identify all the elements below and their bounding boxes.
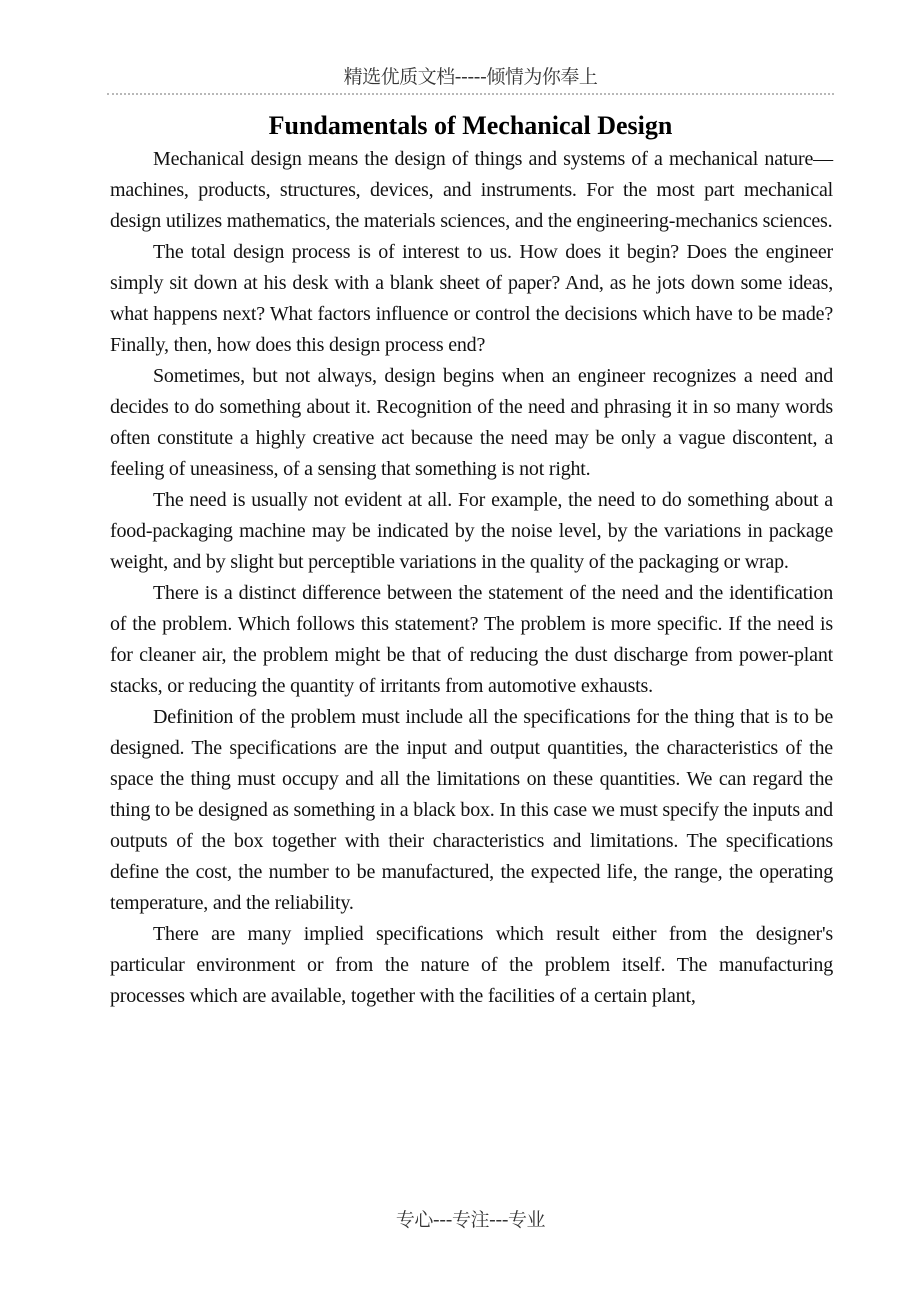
document-body [110, 144, 833, 1012]
page-footer: 专心---专注---专业 [395, 1209, 546, 1231]
paragraph-1: Mechanical design means the design of things and systems of a mechanical nature—machines, products, structures, devices, and instruments. For the most part mechanical design utilizes mathematics, the materials sciences, and the engineering-mechanics sciences. [110, 148, 833, 232]
paragraph-3: Sometimes, but not always, design begins when an engineer recognizes a need and decides to do something about it. Recognition of the need and phrasing it in so many words often constitute a highly creative act because the need may be only a vague discontent, a feeling of uneasiness, of a sensing that something is not right. [110, 365, 833, 480]
header-divider [107, 93, 834, 95]
paragraph-2: The total design process is of interest to us. How does it begin? Does the engineer simply sit down at his desk with a blank sheet of paper? And, as he jots down some ideas, what happens next? What factors influence or control the decisions which have to be made? Finally, then, how does this design process end? [110, 241, 833, 356]
paragraph-6: Definition of the problem must include all the specifications for the thing that is to be designed. The specifications are the input and output quantities, the characteristics of the space the thing must occupy and all the limitations on these quantities. We can regard the thing to be designed as something in a black box. In this case we must specify the inputs and outputs of the box together with their characteristics and limitations. The specifications define the cost, the number to be manufactured, the expected life, the range, the operating temperature, and the reliability. [110, 706, 833, 914]
paragraph-7: There are many implied specifications which result either from the designer's particular environment or from the nature of the problem itself. The manufacturing processes which are available, together with the facilities of a certain plant, [110, 923, 833, 1007]
page-header: 精选优质文档-----倾情为你奉上 [343, 66, 598, 88]
paragraph-4: The need is usually not evident at all. For example, the need to do something about a food-packaging machine may be indicated by the noise level, by the variations in package weight, and by slight but perceptible variations in the quality of the packaging or wrap. [110, 489, 833, 573]
document-title: Fundamentals of Mechanical Design [268, 111, 673, 140]
paragraph-5: There is a distinct difference between the statement of the need and the identification of the problem. Which follows this statement? The problem is more specific. If the need is for cleaner air, the problem might be that of reducing the dust discharge from power-plant stacks, or reducing the quantity of irritants from automotive exhausts. [110, 582, 833, 697]
